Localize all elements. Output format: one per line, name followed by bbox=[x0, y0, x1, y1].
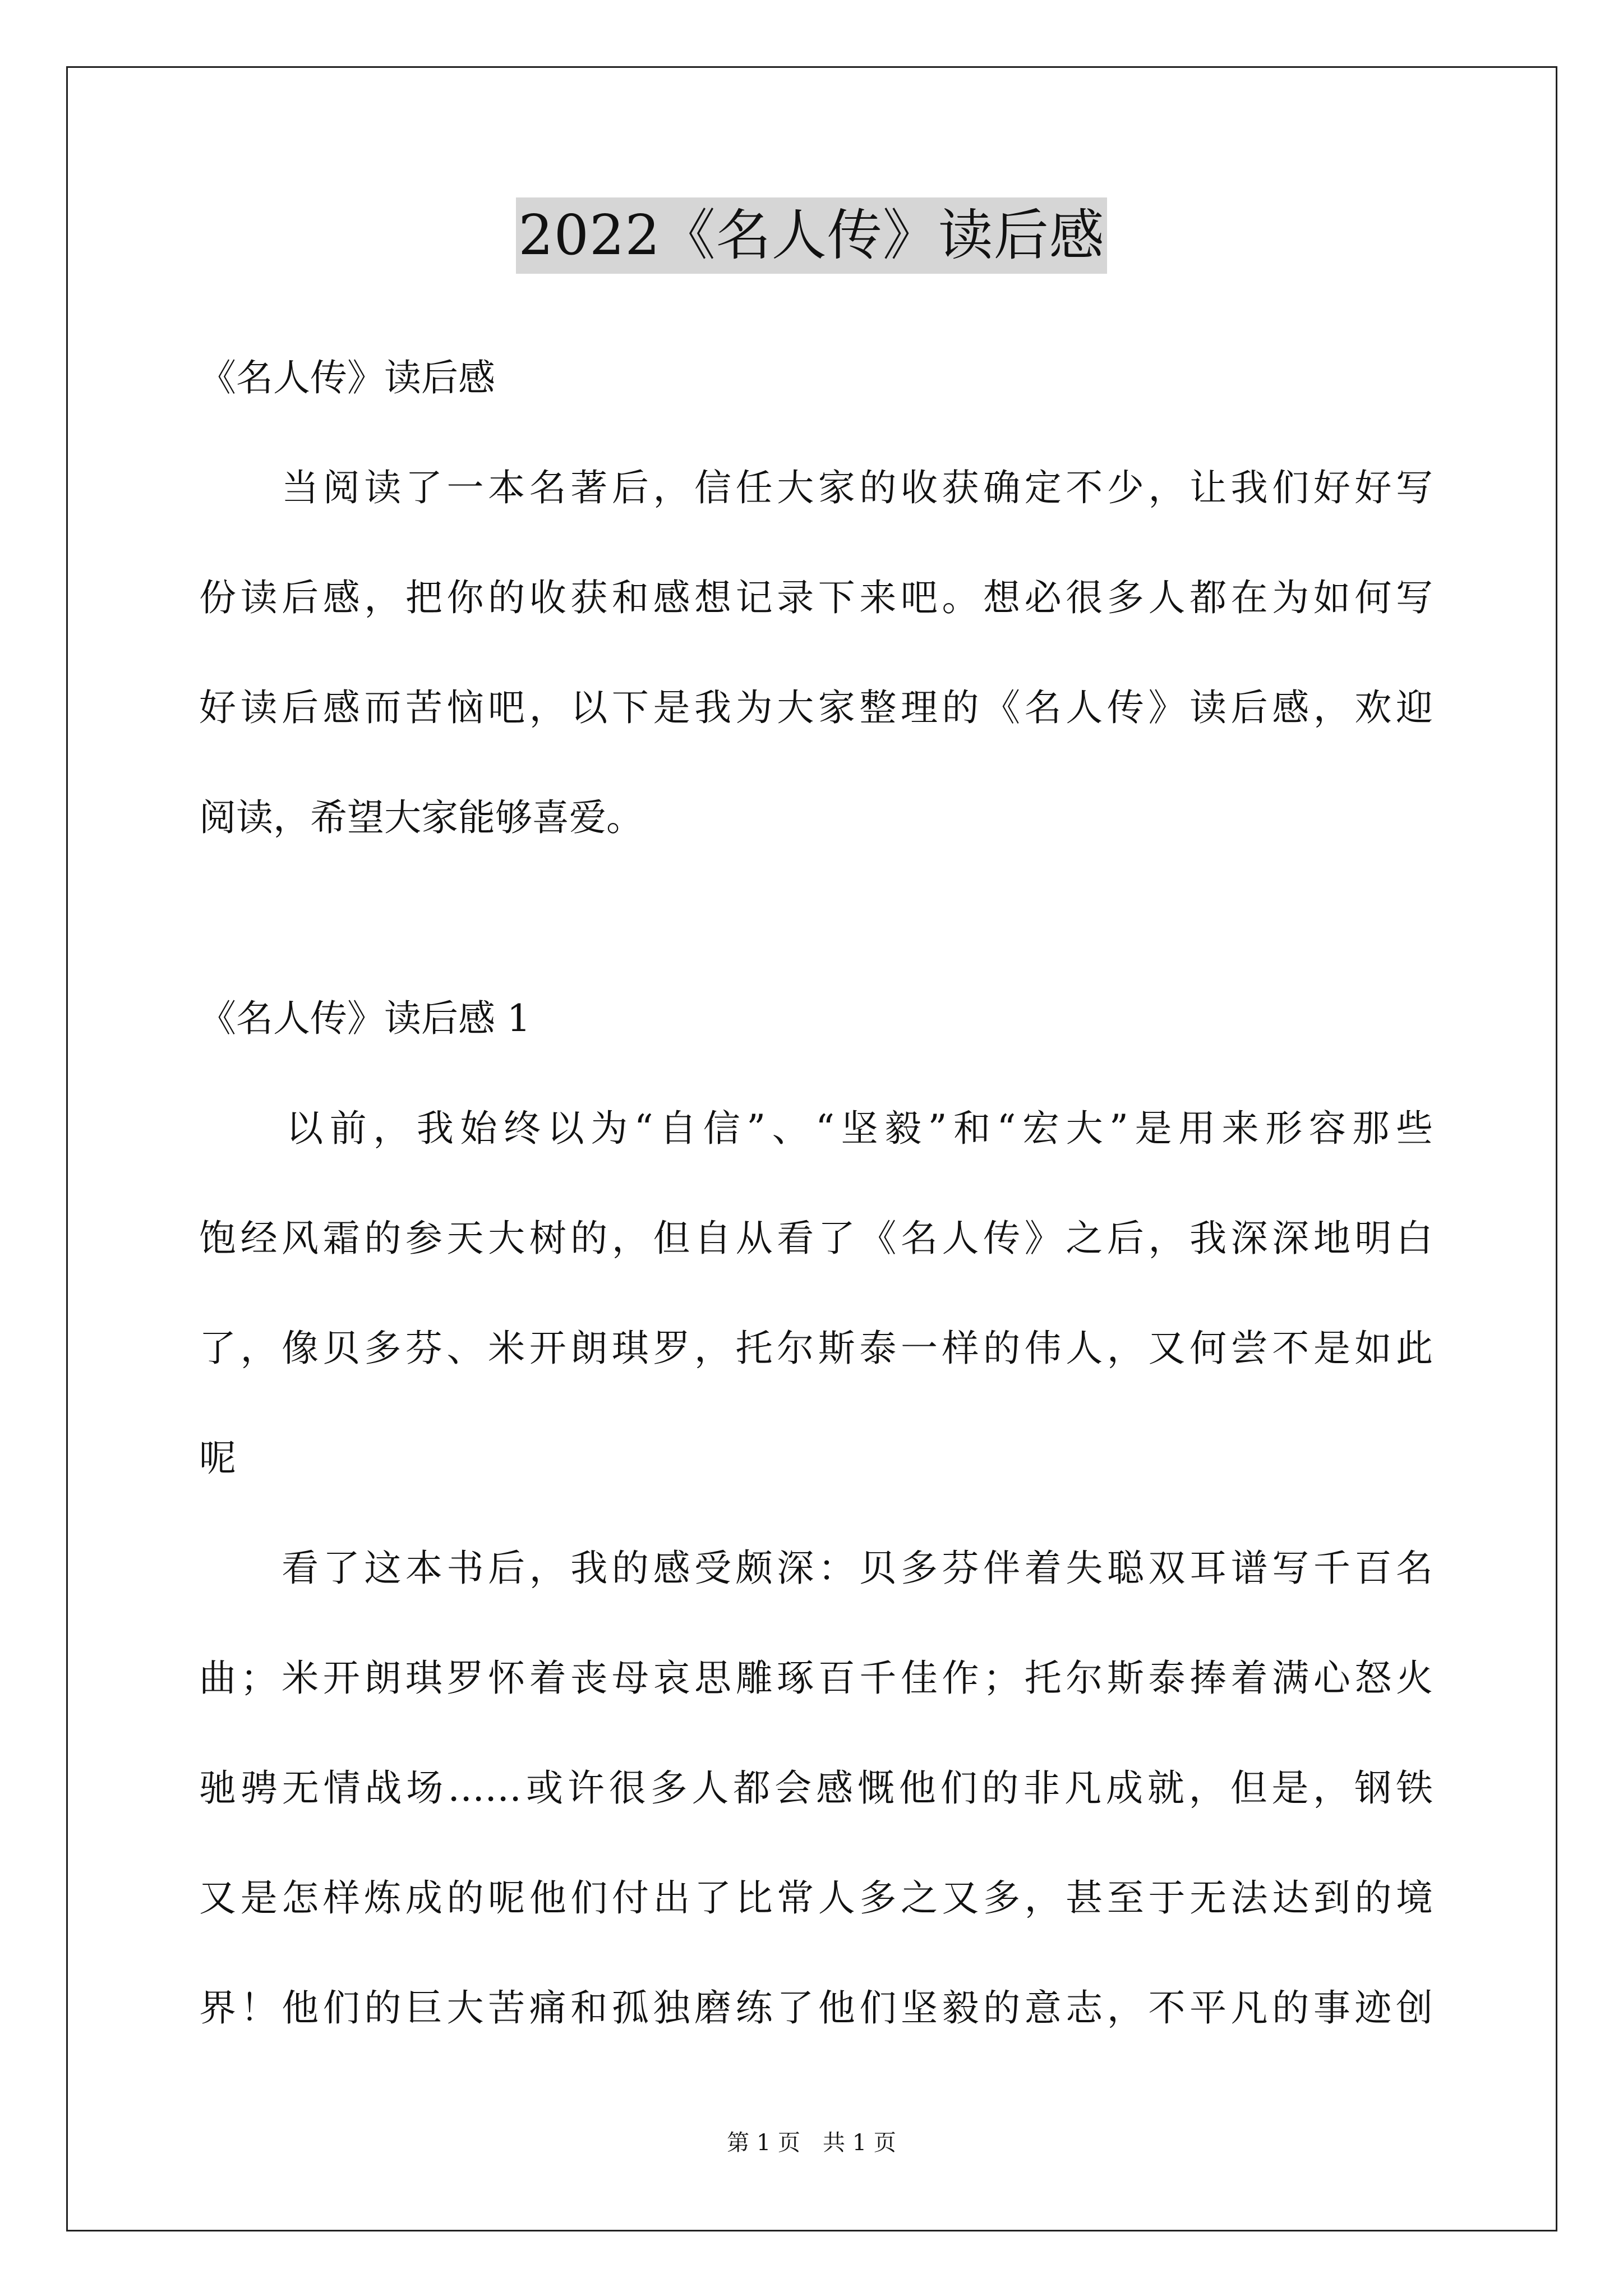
para1-line-4: 呢 bbox=[199, 1437, 236, 1480]
para2-line-4: 又是怎样炼成的呢他们付出了比常人多之又多，甚至于无法达到的境 bbox=[199, 1876, 1433, 1920]
para2-line-3: 驰骋无情战场……或许很多人都会感慨他们的非凡成就，但是，钢铁 bbox=[199, 1766, 1433, 1810]
intro-line-1: 当阅读了一本名著后，信任大家的收获确定不少，让我们好好写 bbox=[199, 466, 1433, 509]
intro-line-4: 阅读，希望大家能够喜爱。 bbox=[199, 796, 643, 839]
intro-heading: 《名人传》读后感 bbox=[199, 356, 495, 399]
para1-line-3: 了，像贝多芬、米开朗琪罗，托尔斯泰一样的伟人，又何尝不是如此 bbox=[199, 1327, 1433, 1370]
para2-line-5: 界！他们的巨大苦痛和孤独磨练了他们坚毅的意志，不平凡的事迹创 bbox=[199, 1986, 1433, 2030]
para2-line-2: 曲；米开朗琪罗怀着丧母哀思雕琢百千佳作；托尔斯泰捧着满心怒火 bbox=[199, 1657, 1433, 1700]
page-footer: 第 1 页 共 1 页 bbox=[727, 2130, 896, 2156]
para2-line-1: 看了这本书后，我的感受颇深：贝多芬伴着失聪双耳谱写千百名 bbox=[199, 1547, 1433, 1590]
document-title: 2022《名人传》读后感 bbox=[516, 197, 1106, 274]
para1-line-2: 饱经风霜的参天大树的，但自从看了《名人传》之后，我深深地明白 bbox=[199, 1217, 1433, 1260]
title-container bbox=[0, 197, 1623, 274]
intro-line-3: 好读后感而苦恼吧，以下是我为大家整理的《名人传》读后感，欢迎 bbox=[199, 686, 1433, 729]
intro-line-2: 份读后感，把你的收获和感想记录下来吧。想必很多人都在为如何写 bbox=[199, 576, 1433, 619]
section-heading: 《名人传》读后感 1 bbox=[199, 997, 531, 1040]
para1-line-1: 以前，我始终以为“自信”、“坚毅”和“宏大”是用来形容那些 bbox=[199, 1107, 1433, 1150]
